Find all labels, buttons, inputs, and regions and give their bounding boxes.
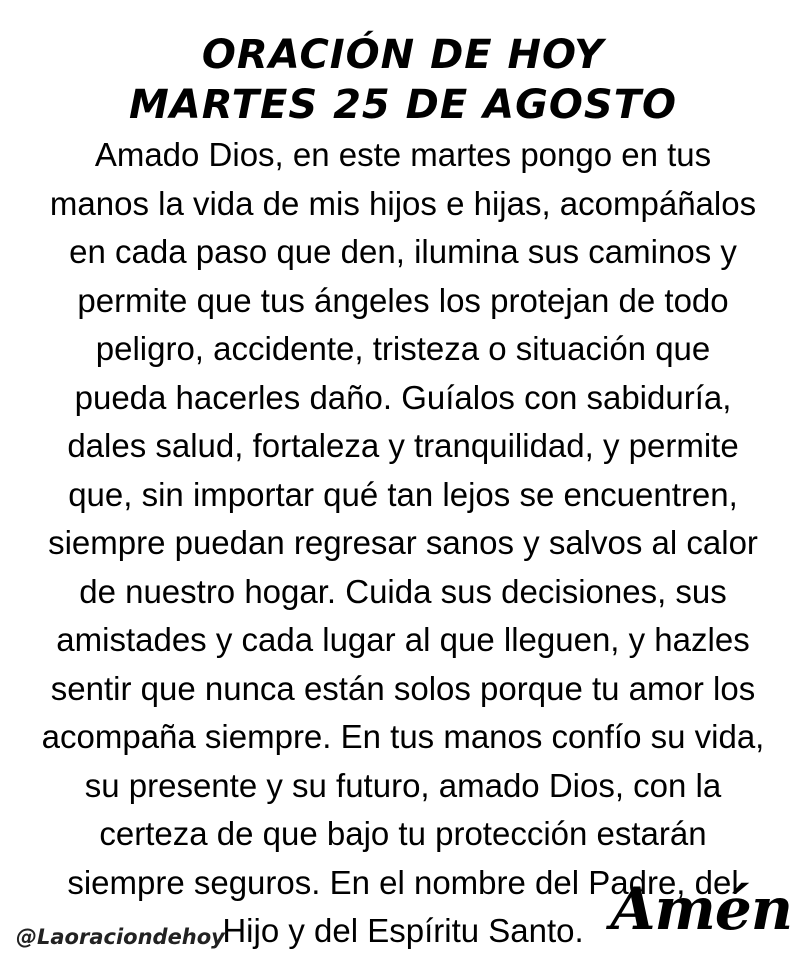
prayer-line: siempre puedan regresar sanos y salvos al calor (48, 524, 758, 561)
prayer-line: certeza de que bajo tu protección estarán (99, 815, 707, 852)
prayer-line: su presente y su futuro, amado Dios, con la (84, 766, 722, 804)
prayer-line: dales salud, fortaleza y tranquilidad, y permite (67, 427, 739, 464)
title-line-2: MARTES 25 DE AGOSTO (128, 82, 678, 128)
prayer-line: en cada paso que den, ilumina sus caminos y (69, 233, 737, 270)
prayer-line: pueda hacerles daño. Guíalos con sabiduría, (74, 378, 732, 416)
prayer-line: que, sin importar qué tan lejos se encuentren, (68, 475, 738, 513)
prayer-line: Hijo y del Espíritu Santo. (222, 912, 584, 949)
title-line-1: ORACIÓN DE HOY (201, 32, 605, 78)
prayer-line: amistades y cada lugar al que lleguen, y hazles (56, 621, 750, 658)
prayer-text (0, 131, 806, 956)
prayer-line: peligro, accidente, tristeza o situación que (95, 330, 711, 367)
prayer-line: manos la vida de mis hijos e hijas, acompáñalos (49, 184, 757, 222)
prayer-line: sentir que nunca están solos porque tu amor los (50, 669, 756, 707)
prayer-line: Amado Dios, en este martes pongo en tus (94, 136, 712, 173)
prayer-line: permite que tus ángeles los protejan de todo (77, 281, 729, 319)
prayer-line: acompaña siempre. En tus manos confío su vida, (41, 718, 765, 755)
amen-signature: Amén (610, 875, 792, 943)
prayer-line: de nuestro hogar. Cuida sus decisiones, sus (79, 572, 727, 610)
prayer-line: siempre seguros. En el nombre del Padre, del (67, 863, 739, 901)
account-handle: @Laoraciondehoy (16, 925, 225, 949)
